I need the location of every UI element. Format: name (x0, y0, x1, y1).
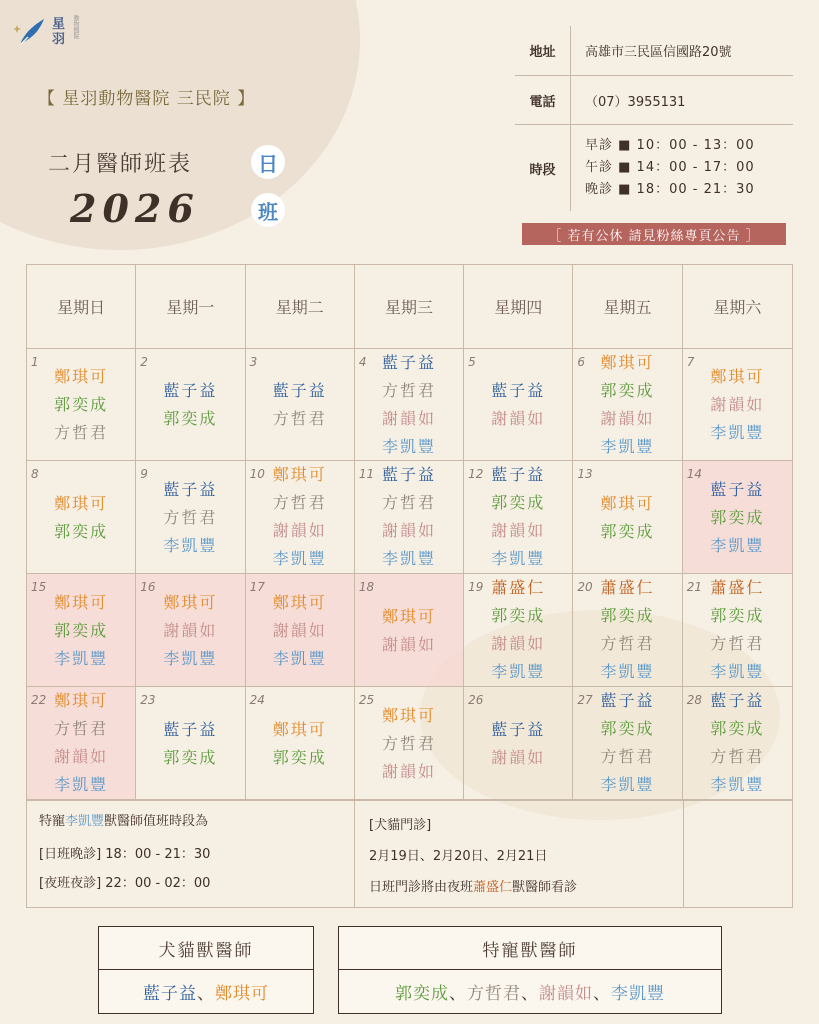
dogcat-vets-list (99, 970, 313, 1013)
doctor-name: 郭奕成 (163, 748, 218, 767)
doctor-name: 藍子益 (272, 381, 327, 400)
dogcat-prefix: 日班門診將由夜班 (369, 880, 474, 895)
day-cell (573, 349, 682, 461)
doctor-name: 鄭琪可 (272, 720, 327, 739)
phone-value: （07）3955131 (585, 94, 686, 110)
day-cell (573, 687, 682, 800)
clinic-info-table (515, 26, 793, 211)
weekday-header: 星期五 (573, 265, 682, 349)
hours-morning: 早診 ■ 10：00 - 13：00 (585, 138, 755, 153)
vet-name: 郭奕成 (395, 984, 449, 1004)
doctor-name: 鄭琪可 (600, 353, 655, 372)
doctor-name: 藍子益 (163, 720, 218, 739)
dogcat-dates: 2月19日、2月20日、2月21日 (369, 849, 548, 864)
doctor-list (573, 574, 681, 686)
doctor-name: 方哲君 (600, 634, 655, 653)
weekday-header: 星期四 (464, 265, 573, 349)
day-number: 28 (686, 693, 702, 707)
doctor-name: 郭奕成 (272, 748, 327, 767)
doctor-list (136, 716, 244, 772)
doctor-name: 郭奕成 (710, 719, 765, 738)
dogcat-note-body (369, 876, 669, 895)
doctor-name: 方哲君 (54, 423, 109, 442)
doctor-list (136, 589, 244, 673)
doctor-list (683, 574, 792, 686)
exotic-vets-list (339, 970, 721, 1013)
weekday-header: 星期日 (27, 265, 136, 349)
hours-label: 時段 (515, 125, 571, 211)
doctor-name: 郭奕成 (600, 381, 655, 400)
exotic-vets-box (338, 926, 722, 1014)
day-cell (246, 687, 355, 800)
weekday-header: 星期三 (355, 265, 464, 349)
doctor-name: 鄭琪可 (54, 691, 109, 710)
doctor-name: 藍子益 (600, 691, 655, 710)
vet-name: 謝韻如 (539, 984, 593, 1004)
week-row (27, 687, 792, 800)
day-number: 18 (358, 580, 375, 594)
doctor-list (27, 490, 135, 546)
vet-separator: 、 (593, 984, 611, 1004)
day-number: 6 (577, 355, 586, 369)
doctor-name: 藍子益 (710, 480, 765, 499)
address-label: 地址 (515, 26, 571, 75)
weekday-header: 星期二 (246, 265, 355, 349)
vet-name: 李凱豐 (611, 984, 665, 1004)
day-cell (136, 687, 245, 800)
night-late-hours: [夜班夜診] 22：00 - 02：00 (39, 876, 211, 891)
doctor-list (246, 461, 354, 573)
doctor-name: 郭奕成 (600, 522, 655, 541)
dogcat-vets-header: 犬貓獸醫師 (99, 927, 313, 970)
day-number: 19 (468, 580, 484, 594)
doctor-name: 鄭琪可 (381, 607, 436, 626)
doctor-name: 方哲君 (272, 493, 327, 512)
doctor-name: 郭奕成 (54, 621, 109, 640)
doctor-name: 李凱豐 (381, 549, 436, 568)
doctor-name: 方哲君 (272, 409, 327, 428)
doctor-name: 郭奕成 (163, 409, 218, 428)
doctor-list (464, 377, 572, 433)
doctor-list (136, 377, 244, 433)
day-cell (355, 574, 464, 687)
doctor-name: 李凱豐 (710, 775, 765, 794)
doctor-list (355, 603, 463, 659)
clinic-name: 【 星羽動物醫院 三民院 】 (38, 89, 256, 109)
doctor-list (464, 461, 572, 573)
day-number: 14 (686, 467, 702, 481)
day-number: 7 (686, 355, 695, 369)
doctor-list (573, 687, 681, 799)
doctor-name: 謝韻如 (272, 621, 327, 640)
day-number: 9 (140, 467, 148, 481)
day-number: 11 (358, 467, 375, 481)
day-number: 10 (249, 467, 265, 481)
day-number: 12 (468, 467, 484, 481)
doctor-name: 郭奕成 (54, 522, 109, 541)
doctor-name: 藍子益 (710, 691, 765, 710)
doctor-name: 謝韻如 (491, 409, 546, 428)
exotic-note-title (39, 810, 342, 829)
hours-evening: 晚診 ■ 18：00 - 21：30 (585, 182, 755, 197)
dogcat-suffix: 獸醫師看診 (512, 880, 578, 895)
day-cell (246, 461, 355, 574)
exotic-schedule-note (27, 800, 355, 907)
doctor-name: 謝韻如 (381, 762, 436, 781)
vet-name: 藍子益 (143, 984, 197, 1004)
day-evening-hours: [日班晚診] 18：00 - 21：30 (39, 847, 211, 862)
hours-afternoon: 午診 ■ 14：00 - 17：00 (585, 160, 755, 175)
doctor-name: 藍子益 (381, 465, 436, 484)
day-number: 25 (358, 693, 375, 707)
week-row (27, 461, 792, 574)
doctor-name: 郭奕成 (600, 606, 655, 625)
doctor-list (355, 702, 463, 786)
doctor-list (464, 716, 572, 772)
day-cell (464, 349, 573, 461)
doctor-name: 藍子益 (163, 480, 218, 499)
shift-badge-day: 日 (251, 145, 285, 179)
doctor-name: 方哲君 (381, 734, 436, 753)
doctor-name: 方哲君 (710, 747, 765, 766)
day-number: 24 (249, 693, 265, 707)
vet-separator: 、 (521, 984, 539, 1004)
year-label: 2026 (70, 186, 200, 231)
doctor-name: 李凱豐 (163, 649, 218, 668)
doctor-list (683, 476, 792, 560)
doctor-name: 謝韻如 (163, 621, 218, 640)
doctor-name: 謝韻如 (381, 409, 436, 428)
doctor-name: 蕭盛仁 (710, 578, 765, 597)
doctor-name: 李凱豐 (272, 649, 327, 668)
day-cell (355, 461, 464, 574)
doctor-name: 李凱豐 (272, 549, 327, 568)
day-number: 26 (468, 693, 484, 707)
day-cell (355, 349, 464, 461)
doctor-list (246, 377, 354, 433)
doctor-name: 謝韻如 (600, 409, 655, 428)
doctor-name: 郭奕成 (600, 719, 655, 738)
day-cell (573, 574, 682, 687)
doctor-name: 鄭琪可 (163, 593, 218, 612)
doctor-list (683, 363, 792, 447)
doctor-name: 蕭盛仁 (600, 578, 655, 597)
doctor-name: 李凱豐 (710, 423, 765, 442)
doctor-list (573, 490, 681, 546)
doctor-name: 李凱豐 (491, 662, 546, 681)
doctor-name: 鄭琪可 (54, 494, 109, 513)
doctor-name: 郭奕成 (491, 606, 546, 625)
day-cell (136, 574, 245, 687)
doctor-list (573, 349, 681, 461)
week-row (27, 349, 792, 461)
weekday-header: 星期六 (683, 265, 792, 349)
doctor-name: 鄭琪可 (381, 706, 436, 725)
day-cell (136, 349, 245, 461)
doctor-name: 藍子益 (491, 720, 546, 739)
dogcat-doctor-name: 蕭盛仁 (473, 880, 513, 895)
day-cell (573, 461, 682, 574)
day-number: 23 (140, 693, 156, 707)
doctor-name: 謝韻如 (381, 521, 436, 540)
doctor-name: 方哲君 (54, 719, 109, 738)
doctor-name: 李凱豐 (600, 437, 655, 456)
day-cell (683, 574, 792, 687)
day-cell (27, 574, 136, 687)
doctor-name: 李凱豐 (381, 437, 436, 456)
day-number: 2 (140, 355, 148, 369)
doctor-name: 郭奕成 (710, 606, 765, 625)
doctor-name: 鄭琪可 (600, 494, 655, 513)
doctor-name: 方哲君 (600, 747, 655, 766)
doctor-name: 藍子益 (163, 381, 218, 400)
vet-name: 鄭琪可 (215, 984, 269, 1004)
day-cell (246, 574, 355, 687)
day-cell (246, 349, 355, 461)
hours-values (571, 125, 793, 211)
doctor-list (246, 716, 354, 772)
doctor-name: 方哲君 (381, 493, 436, 512)
doctor-list (246, 589, 354, 673)
doctor-list (683, 687, 792, 799)
holiday-notice: ［ 若有公休 請見粉絲專頁公告 ］ (522, 223, 786, 245)
notes-empty-cell (684, 800, 792, 907)
shift-badge-shift: 班 (251, 193, 285, 227)
day-number: 5 (468, 355, 476, 369)
clinic-logo (14, 12, 94, 52)
doctor-name: 謝韻如 (491, 521, 546, 540)
day-cell (464, 461, 573, 574)
doctor-list (355, 461, 463, 573)
day-cell (27, 349, 136, 461)
exotic-prefix: 特寵 (39, 814, 66, 829)
day-number: 13 (577, 467, 593, 481)
day-number: 8 (31, 467, 39, 481)
doctor-name: 謝韻如 (381, 635, 436, 654)
vet-separator: 、 (449, 984, 467, 1004)
vet-separator: 、 (197, 984, 215, 1004)
exotic-vets-header: 特寵獸醫師 (339, 927, 721, 970)
doctor-list (27, 589, 135, 673)
doctor-name: 方哲君 (163, 508, 218, 527)
doctor-name: 謝韻如 (710, 395, 765, 414)
doctor-name: 謝韻如 (272, 521, 327, 540)
dogcat-clinic-note (355, 800, 684, 907)
doctor-name: 李凱豐 (163, 536, 218, 555)
doctor-name: 郭奕成 (54, 395, 109, 414)
day-cell (683, 687, 792, 800)
doctor-name: 郭奕成 (710, 508, 765, 527)
doctor-name: 李凱豐 (600, 662, 655, 681)
day-cell (464, 687, 573, 800)
weekday-header-row (27, 265, 792, 349)
doctor-name: 鄭琪可 (54, 593, 109, 612)
doctor-name: 藍子益 (491, 381, 546, 400)
doctor-name: 謝韻如 (491, 748, 546, 767)
notes-area (26, 800, 793, 908)
doctor-name: 李凱豐 (54, 649, 109, 668)
feather-logo-icon (14, 15, 48, 49)
day-number: 4 (358, 355, 367, 369)
day-number: 20 (577, 580, 593, 594)
day-number: 21 (686, 580, 702, 594)
doctor-name: 李凱豐 (54, 775, 109, 794)
doctor-list (27, 687, 135, 799)
doctor-name: 李凱豐 (600, 775, 655, 794)
address-value: 高雄市三民區信國路20號 (585, 45, 732, 60)
day-number: 3 (249, 355, 258, 369)
doctor-name: 李凱豐 (710, 536, 765, 555)
dogcat-vets-box (98, 926, 314, 1014)
phone-row (515, 76, 793, 125)
doctor-name: 鄭琪可 (710, 367, 765, 386)
page-title: 二月醫師班表 (48, 152, 193, 177)
doctor-list (27, 363, 135, 447)
exotic-suffix: 獸醫師值班時段為 (104, 814, 209, 829)
day-number: 17 (249, 580, 265, 594)
doctor-name: 蕭盛仁 (491, 578, 546, 597)
exotic-doctor-name: 李凱豐 (65, 814, 105, 829)
day-number: 1 (31, 355, 39, 369)
day-number: 15 (31, 580, 47, 594)
weekday-header: 星期一 (136, 265, 245, 349)
hours-row (515, 125, 793, 211)
doctor-name: 鄭琪可 (272, 593, 327, 612)
address-row (515, 26, 793, 76)
day-number: 16 (140, 580, 156, 594)
dogcat-note-title: [犬貓門診] (369, 818, 432, 833)
doctor-name: 謝韻如 (491, 634, 546, 653)
day-cell (27, 687, 136, 800)
vet-name: 方哲君 (467, 984, 521, 1004)
schedule-calendar (26, 264, 793, 801)
day-cell (355, 687, 464, 800)
day-cell (683, 349, 792, 461)
doctor-name: 鄭琪可 (272, 465, 327, 484)
day-number: 22 (31, 693, 47, 707)
doctor-name: 郭奕成 (491, 493, 546, 512)
doctor-list (355, 349, 463, 461)
day-cell (683, 461, 792, 574)
doctor-list (136, 476, 244, 560)
doctor-name: 李凱豐 (491, 549, 546, 568)
logo-brand: 星 羽 (52, 17, 66, 47)
logo-subtitle: 動物醫院 (72, 15, 80, 39)
day-cell (136, 461, 245, 574)
day-number: 27 (577, 693, 593, 707)
doctor-name: 方哲君 (381, 381, 436, 400)
doctor-name: 方哲君 (710, 634, 765, 653)
doctor-name: 李凱豐 (710, 662, 765, 681)
phone-label: 電話 (515, 76, 571, 124)
doctor-name: 謝韻如 (54, 747, 109, 766)
day-cell (27, 461, 136, 574)
doctor-name: 鄭琪可 (54, 367, 109, 386)
doctor-name: 藍子益 (491, 465, 546, 484)
day-cell (464, 574, 573, 687)
doctor-list (464, 574, 572, 686)
week-row (27, 574, 792, 687)
doctor-name: 藍子益 (381, 353, 436, 372)
